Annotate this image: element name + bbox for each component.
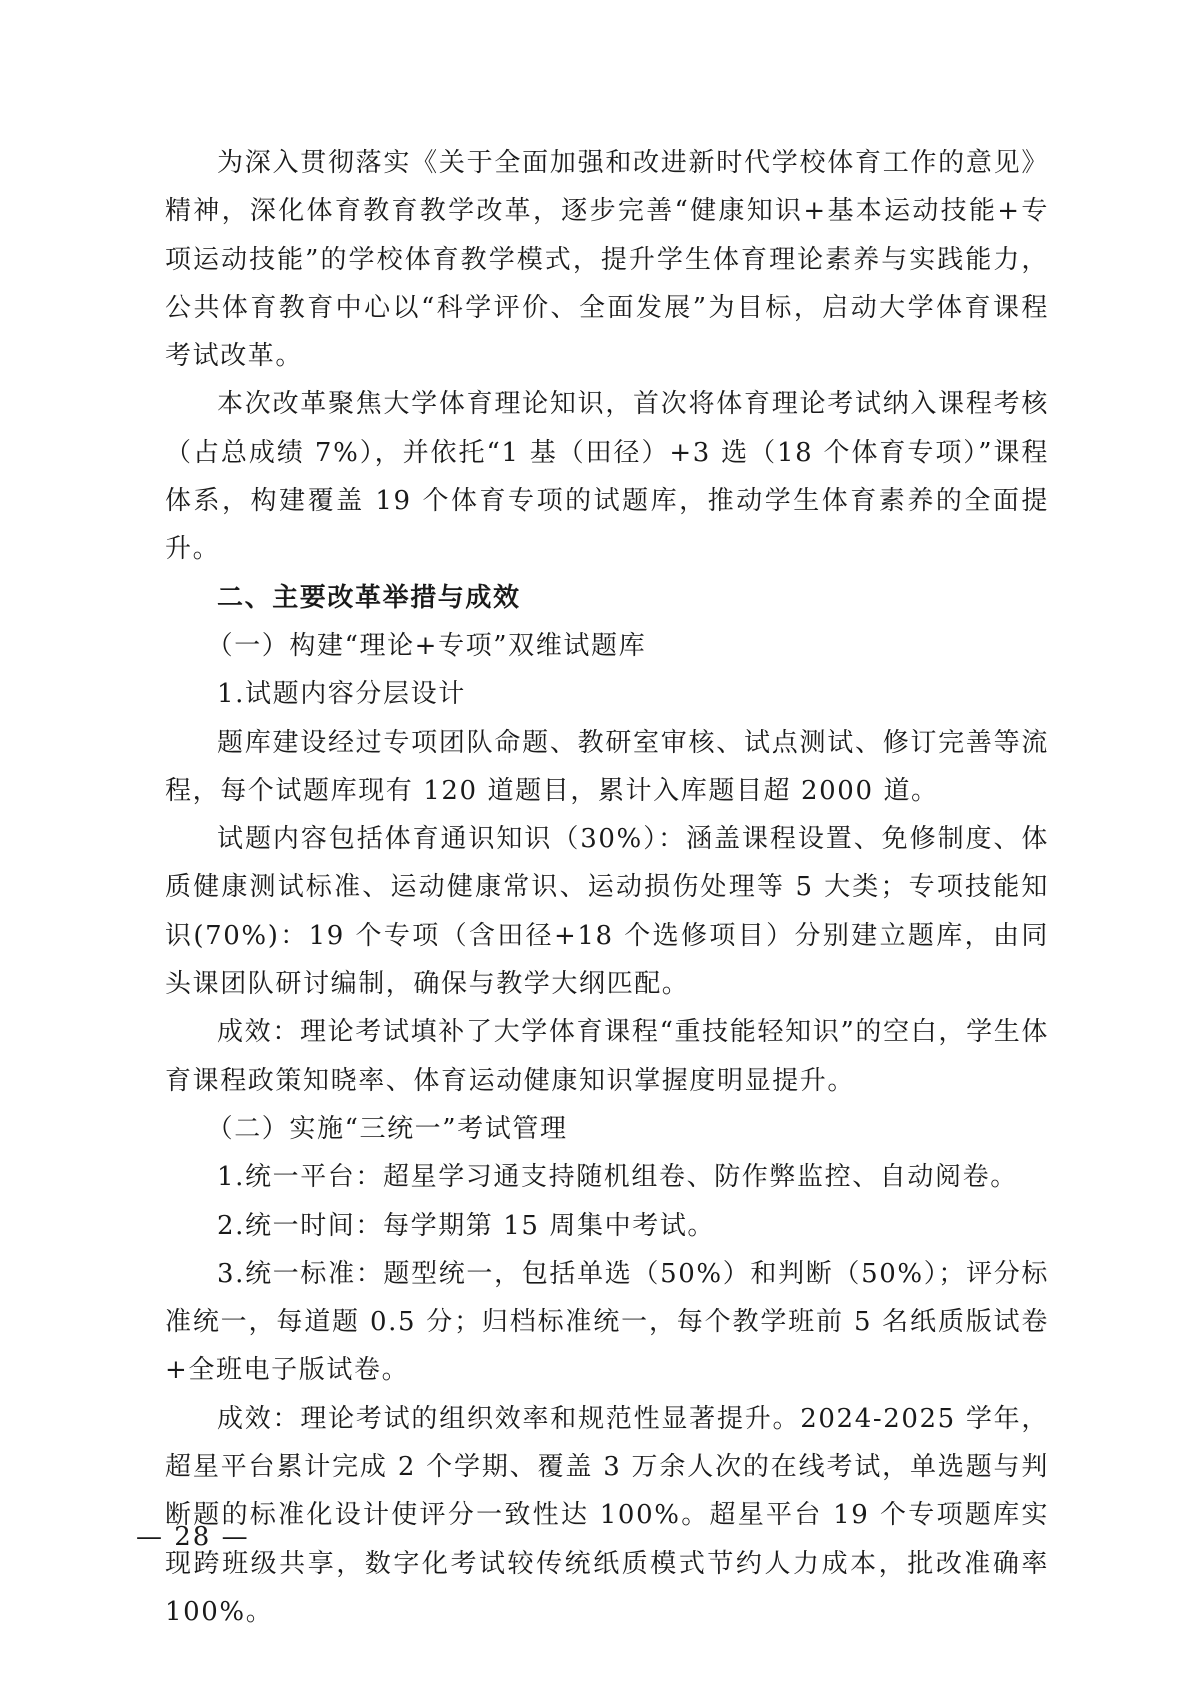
document-body — [165, 139, 1049, 1636]
item-unified-time: 2.统一时间：每学期第 15 周集中考试。 — [217, 1210, 716, 1241]
section-heading-main-measures: 二、主要改革举措与成效 — [217, 582, 521, 613]
item-unified-standard: 3.统一标准：题型统一，包括单选（50%）和判断（50%）；评分标准统一，每道题 0.5 分；归档标准统一，每个教学班前 5 名纸质版试卷+全班电子版试卷。 — [165, 1258, 1049, 1386]
subsection-heading-exam-management: （二）实施“三统一”考试管理 — [206, 1113, 568, 1144]
intro-paragraph: 为深入贯彻落实《关于全面加强和改进新时代学校体育工作的意见》精神，深化体育教育教学改革，逐步完善“健康知识+基本运动技能+专项运动技能”的学校体育教学模式，提升学生体育理论素养与实践能力，公共体育教育中心以“科学评价、全面发展”为目标，启动大学体育课程考试改革。 — [165, 148, 1049, 372]
question-bank-process-paragraph: 题库建设经过专项团队命题、教研室审核、试点测试、修订完善等流程，每个试题库现有 120 道题目，累计入库题目超 2000 道。 — [165, 727, 1049, 806]
item-layered-design: 1.试题内容分层设计 — [217, 679, 466, 710]
item-unified-platform: 1.统一平台：超星学习通支持随机组卷、防作弊监控、自动阅卷。 — [217, 1162, 1018, 1193]
page-number: — 28 — — [136, 1522, 250, 1552]
reform-focus-paragraph: 本次改革聚焦大学体育理论知识，首次将体育理论考试纳入课程考核（占总成绩 7%），并依托“1 基（田径）+3 选（18 个体育专项）”课程体系，构建覆盖 19 个体育专项的试题库，推动学生体育素养的全面提升。 — [165, 389, 1049, 565]
subsection-heading-question-bank: （一）构建“理论+专项”双维试题库 — [206, 630, 647, 661]
result-paragraph-1: 成效：理论考试填补了大学体育课程“重技能轻知识”的空白，学生体育课程政策知晓率、体育运动健康知识掌握度明显提升。 — [165, 1017, 1049, 1096]
question-content-paragraph: 试题内容包括体育通识知识（30%）：涵盖课程设置、免修制度、体质健康测试标准、运动健康常识、运动损伤处理等 5 大类；专项技能知识(70%)：19 个专项（含田径+18 个选修项目）分别建立题库，由同头课团队研讨编制，确保与教学大纲匹配。 — [165, 824, 1049, 1000]
result-paragraph-2: 成效：理论考试的组织效率和规范性显著提升。2024-2025 学年，超星平台累计完成 2 个学期、覆盖 3 万余人次的在线考试，单选题与判断题的标准化设计使评分一致性达 100%。超星平台 19 个专项题库实现跨班级共享，数字化考试较传统纸质模式节约人力成本，批改准确率 100%。 — [165, 1403, 1049, 1627]
